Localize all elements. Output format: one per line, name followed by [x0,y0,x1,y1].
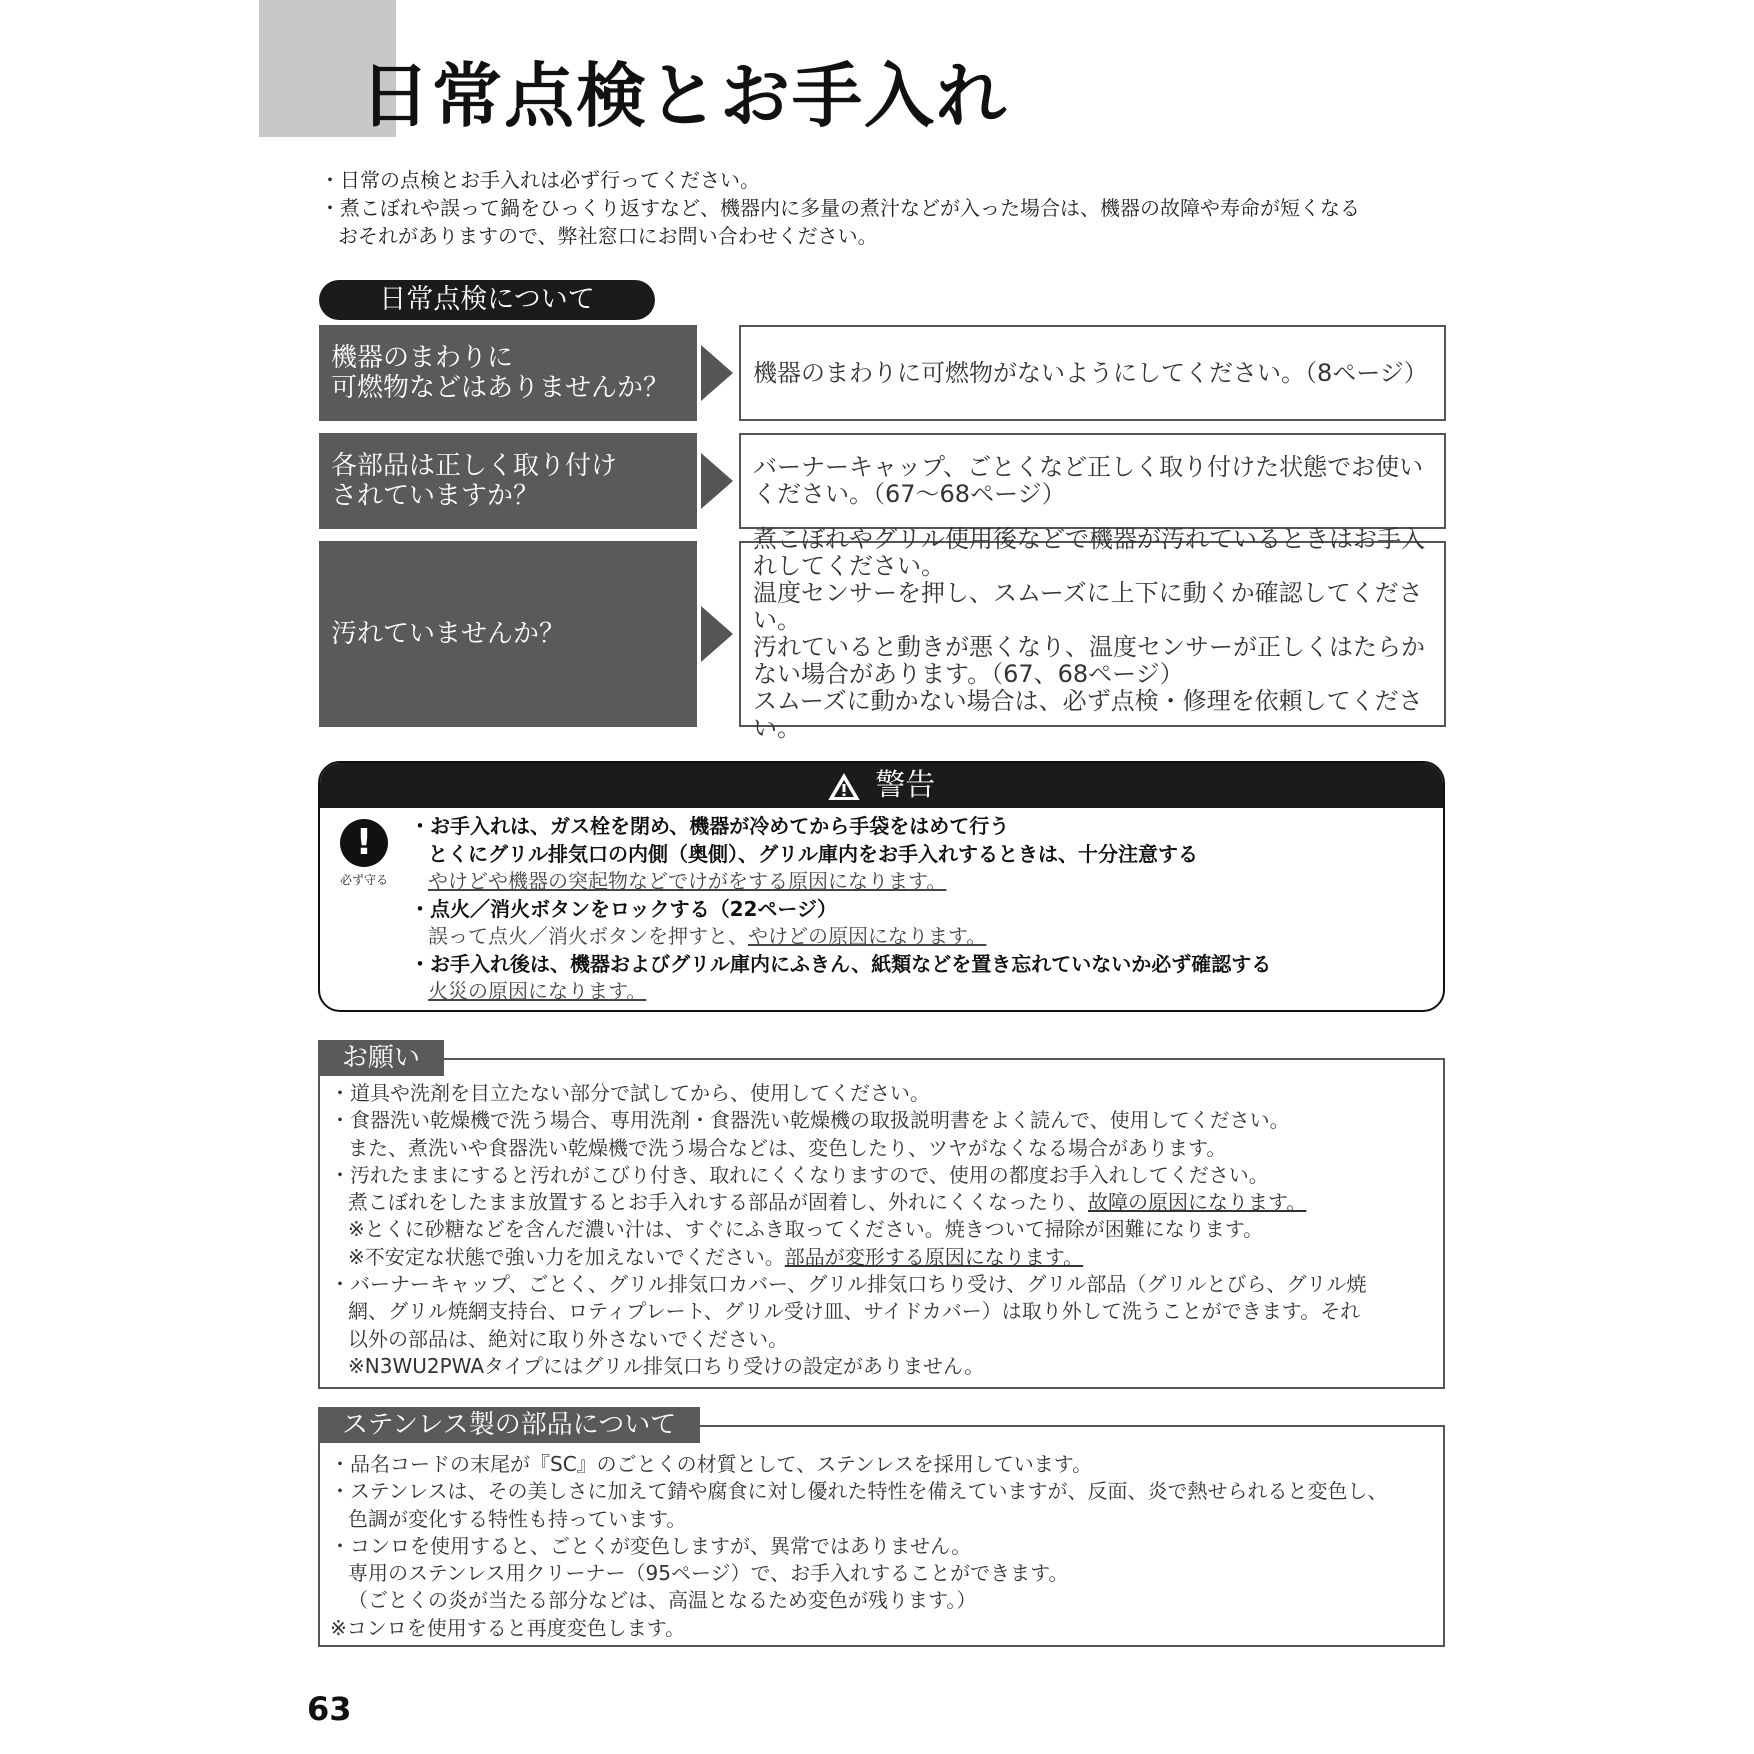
intro-line: ・日常の点検とお手入れは必ず行ってください。 [320,168,760,192]
exclamation-icon: ! [340,819,388,867]
check-question [319,541,697,727]
stainless-heading: ステンレス製の部品について [318,1407,700,1443]
warning-triangle-icon [828,773,860,801]
check-question [319,325,697,421]
check-answer-line: スムーズに動かない場合は、必ず点検・修理を依頼してください。 [753,687,1423,742]
check-answer-line: バーナーキャップ、ごとくなど正しく取り付けた状態でお使い [753,453,1424,481]
onegai-text: 煮こぼれをしたまま放置するとお手入れする部品が固着し、外れにくくなったり、 [348,1190,1088,1215]
warning-text: 誤って点火／消火ボタンを押すと、 [428,924,748,948]
must-follow-label: 必ず守る [339,873,388,887]
onegai-line: 以外の部品は、絶対に取り外さないでください。 [348,1326,788,1351]
intro-text [320,166,1480,250]
onegai-line: ・汚れたままにすると汚れがこびり付き、取れにくくなりますので、使用の都度お手入れしてください。 [330,1162,1269,1187]
onegai-line: 網、グリル焼網支持台、ロティプレート、グリル受け皿、サイドカバー）は取り外して洗うことができます。それ [348,1299,1361,1324]
onegai-text: ※不安定な状態で強い力を加えないでください。 [348,1244,785,1269]
page-title: 日常点検とお手入れ [360,55,1008,137]
check-answer-line: 汚れていると動きが悪くなり、温度センサーが正しくはたらか [753,633,1425,661]
check-row [319,433,1446,529]
daily-check-heading: 日常点検について [319,280,655,320]
intro-line: ・煮こぼれや誤って鍋をひっくり返すなど、機器内に多量の煮汁などが入った場合は、機器の故障や寿命が短くなる [320,196,1360,220]
check-answer [739,433,1446,529]
page-number: 63 [307,1690,352,1728]
check-answer-line: れしてください。 [753,552,945,580]
stainless-line: ・ステンレスは、その美しさに加えて錆や腐食に対し優れた特性を備えていますが、反面、炎で熱せられると変色し、 [330,1479,1388,1504]
warning-line: 火災の原因になります。 [428,979,647,1003]
arrow-right-icon [701,606,733,662]
warning-line: やけどや機器の突起物などでけがをする原因になります。 [428,869,947,893]
warning-line: ・点火／消火ボタンをロックする（22ページ） [410,896,838,921]
arrow-right-icon [701,453,733,509]
warning-box [318,761,1445,1012]
warning-line: ・お手入れ後は、機器およびグリル庫内にふきん、紙類などを置き忘れていないか必ず確認する [410,951,1272,976]
check-question [319,433,697,529]
onegai-line: ・食器洗い乾燥機で洗う場合、専用洗剤・食器洗い乾燥機の取扱説明書をよく読んで、使用してください。 [330,1108,1290,1133]
check-question-line: 各部品は正しく取り付け [331,451,618,481]
stainless-line: 色調が変化する特性も持っています。 [348,1506,687,1531]
onegai-line: ※N3WU2PWAタイプにはグリル排気口ちり受けの設定がありません。 [348,1353,985,1378]
onegai-box [318,1058,1445,1389]
onegai-text: 故障の原因になります。 [1088,1190,1307,1215]
check-question-line: 可燃物などはありませんか？ [331,373,670,403]
warning-line: ・お手入れは、ガス栓を閉め、機器が冷めてから手袋をはめて行う [410,814,1010,838]
arrow-right-icon [701,345,733,401]
check-answer [739,325,1446,421]
stainless-line: 専用のステンレス用クリーナー（95ページ）で、お手入れすることができます。 [348,1561,1069,1586]
warning-body [410,813,1430,1006]
onegai-line [330,1244,1433,1271]
check-question-line: 機器のまわりに [331,343,514,373]
warning-line [410,923,1430,951]
stainless-line: ・コンロを使用すると、ごとくが変色しますが、異常ではありません。 [330,1533,972,1558]
onegai-line: また、煮洗いや食器洗い乾燥機で洗う場合などは、変色したり、ツヤがなくなる場合があります。 [348,1135,1227,1160]
check-answer-line: ない場合があります。（67、68ページ） [753,660,1184,688]
onegai-text: 部品が変形する原因になります。 [784,1244,1084,1269]
warning-text: やけどの原因になります。 [748,924,987,948]
onegai-heading: お願い [318,1040,444,1076]
check-answer-line: ください。（67〜68ページ） [753,480,1066,508]
onegai-line: ※とくに砂糖などを含んだ濃い汁は、すぐにふき取ってください。焼きついて掃除が困難になります。 [348,1217,1264,1242]
check-answer-line: 温度センサーを押し、スムーズに上下に動くか確認してください。 [753,579,1423,634]
onegai-line: ・道具や洗剤を目立たない部分で試してから、使用してください。 [330,1081,930,1105]
stainless-line: ・品名コードの末尾が『SC』のごとくの材質として、ステンレスを採用しています。 [330,1452,1093,1476]
check-question-line: されていますか？ [331,481,540,511]
check-answer [739,525,1446,742]
stainless-line: ※コンロを使用すると再度変色します。 [330,1615,686,1640]
stainless-box [318,1425,1445,1647]
warning-title: 警告 [875,768,936,803]
warning-line: とくにグリル排気口の内側（奥側）、グリル庫内をお手入れするときは、十分注意する [428,841,1198,866]
onegai-line: ・バーナーキャップ、ごとく、グリル排気口カバー、グリル排気口ちり受け、グリル部品（グリルとびら、グリル焼 [330,1272,1367,1297]
stainless-line: （ごとくの炎が当たる部分などは、高温となるため変色が残ります。） [348,1588,977,1613]
check-answer-line: 煮こぼれやグリル使用後などで機器が汚れているときはお手入 [753,525,1425,553]
intro-line: おそれがありますので、弊社窓口にお問い合わせください。 [338,224,878,248]
check-row [319,325,1446,421]
onegai-line [330,1189,1433,1216]
warning-header [320,763,1443,808]
check-row [319,525,1446,742]
check-question-line: 汚れていませんか？ [331,619,566,649]
check-answer-line: 機器のまわりに可燃物がないようにしてください。（8ページ） [753,358,1428,387]
